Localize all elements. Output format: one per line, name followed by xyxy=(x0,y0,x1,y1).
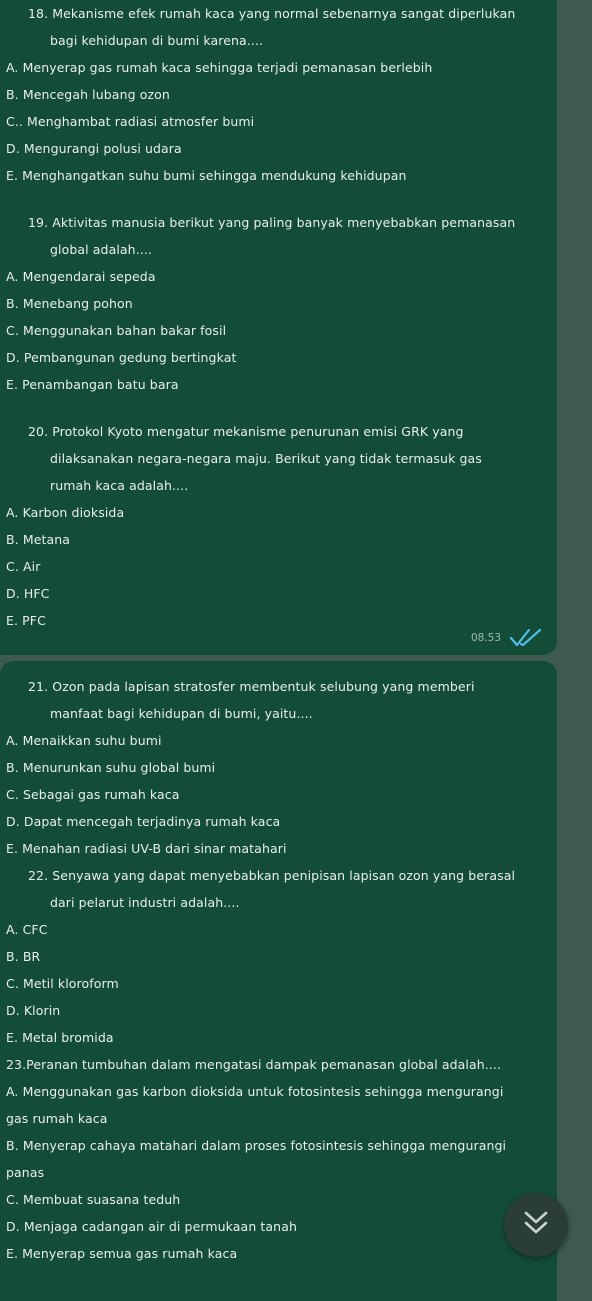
paragraph-gap xyxy=(6,398,549,418)
message-text xyxy=(6,0,549,634)
text-line: 21. Ozon pada lapisan stratosfer membentuk selubung yang memberi xyxy=(28,679,475,694)
paragraph-gap xyxy=(6,189,549,209)
text-line: dari pelarut industri adalah.... xyxy=(50,895,240,910)
text-line: D. Menjaga cadangan air di permukaan tanah xyxy=(6,1219,297,1234)
text-line: D. HFC xyxy=(6,586,50,601)
text-line: 19. Aktivitas manusia berikut yang paling banyak menyebabkan pemanasan xyxy=(28,215,516,230)
text-line: A. Karbon dioksida xyxy=(6,505,125,520)
chevron-double-down-icon xyxy=(522,1208,550,1242)
text-line: C. Sebagai gas rumah kaca xyxy=(6,787,180,802)
text-line: bagi kehidupan di bumi karena.... xyxy=(50,33,264,48)
message-time: 08.53 xyxy=(470,632,501,644)
double-check-icon xyxy=(509,627,543,649)
text-line: D. Mengurangi polusi udara xyxy=(6,141,182,156)
text-line: E. Menyerap semua gas rumah kaca xyxy=(6,1246,238,1261)
text-line: E. Penambangan batu bara xyxy=(6,377,179,392)
text-line: C. Air xyxy=(6,559,41,574)
text-line: C. Membuat suasana teduh xyxy=(6,1192,181,1207)
text-line: B. Menebang pohon xyxy=(6,296,133,311)
text-line: A. Menaikkan suhu bumi xyxy=(6,733,162,748)
text-line: E. Menahan radiasi UV-B dari sinar matahari xyxy=(6,841,287,856)
scroll-down-button[interactable] xyxy=(504,1193,568,1257)
text-line: C. Menggunakan bahan bakar fosil xyxy=(6,323,227,338)
text-line: gas rumah kaca xyxy=(6,1111,108,1126)
text-line: dilaksanakan negara-negara maju. Berikut yang tidak termasuk gas xyxy=(50,451,482,466)
text-line: B. Menyerap cahaya matahari dalam proses fotosintesis sehingga mengurangi xyxy=(6,1138,507,1153)
text-line: B. Mencegah lubang ozon xyxy=(6,87,170,102)
text-line: A. CFC xyxy=(6,922,48,937)
message-bubble-2[interactable] xyxy=(0,661,557,1301)
text-line: A. Menyerap gas rumah kaca sehingga terjadi pemanasan berlebih xyxy=(6,60,433,75)
message-bubble-1[interactable] xyxy=(0,0,557,655)
text-line: C.. Menghambat radiasi atmosfer bumi xyxy=(6,114,255,129)
text-line: A. Mengendarai sepeda xyxy=(6,269,156,284)
text-line: E. Metal bromida xyxy=(6,1030,114,1045)
text-line: 18. Mekanisme efek rumah kaca yang normal sebenarnya sangat diperlukan xyxy=(28,6,516,21)
text-line: rumah kaca adalah.... xyxy=(50,478,189,493)
text-line: B. BR xyxy=(6,949,41,964)
text-line: B. Metana xyxy=(6,532,71,547)
text-line: D. Pembangunan gedung bertingkat xyxy=(6,350,237,365)
text-line: D. Klorin xyxy=(6,1003,61,1018)
text-line: manfaat bagi kehidupan di bumi, yaitu.... xyxy=(50,706,313,721)
text-line: C. Metil kloroform xyxy=(6,976,119,991)
text-line: D. Dapat mencegah terjadinya rumah kaca xyxy=(6,814,281,829)
text-line: 22. Senyawa yang dapat menyebabkan penipisan lapisan ozon yang berasal xyxy=(28,868,516,883)
text-line: A. Menggunakan gas karbon dioksida untuk fotosintesis sehingga mengurangi xyxy=(6,1084,504,1099)
text-line: global adalah.... xyxy=(50,242,152,257)
text-line: E. PFC xyxy=(6,613,46,628)
text-line: panas xyxy=(6,1165,45,1180)
message-text xyxy=(6,673,549,1267)
text-line: 23.Peranan tumbuhan dalam mengatasi dampak pemanasan global adalah.... xyxy=(6,1057,502,1072)
text-line: 20. Protokol Kyoto mengatur mekanisme penurunan emisi GRK yang xyxy=(28,424,464,439)
message-meta xyxy=(471,627,543,649)
text-line: E. Menghangatkan suhu bumi sehingga mendukung kehidupan xyxy=(6,168,407,183)
text-line: B. Menurunkan suhu global bumi xyxy=(6,760,216,775)
